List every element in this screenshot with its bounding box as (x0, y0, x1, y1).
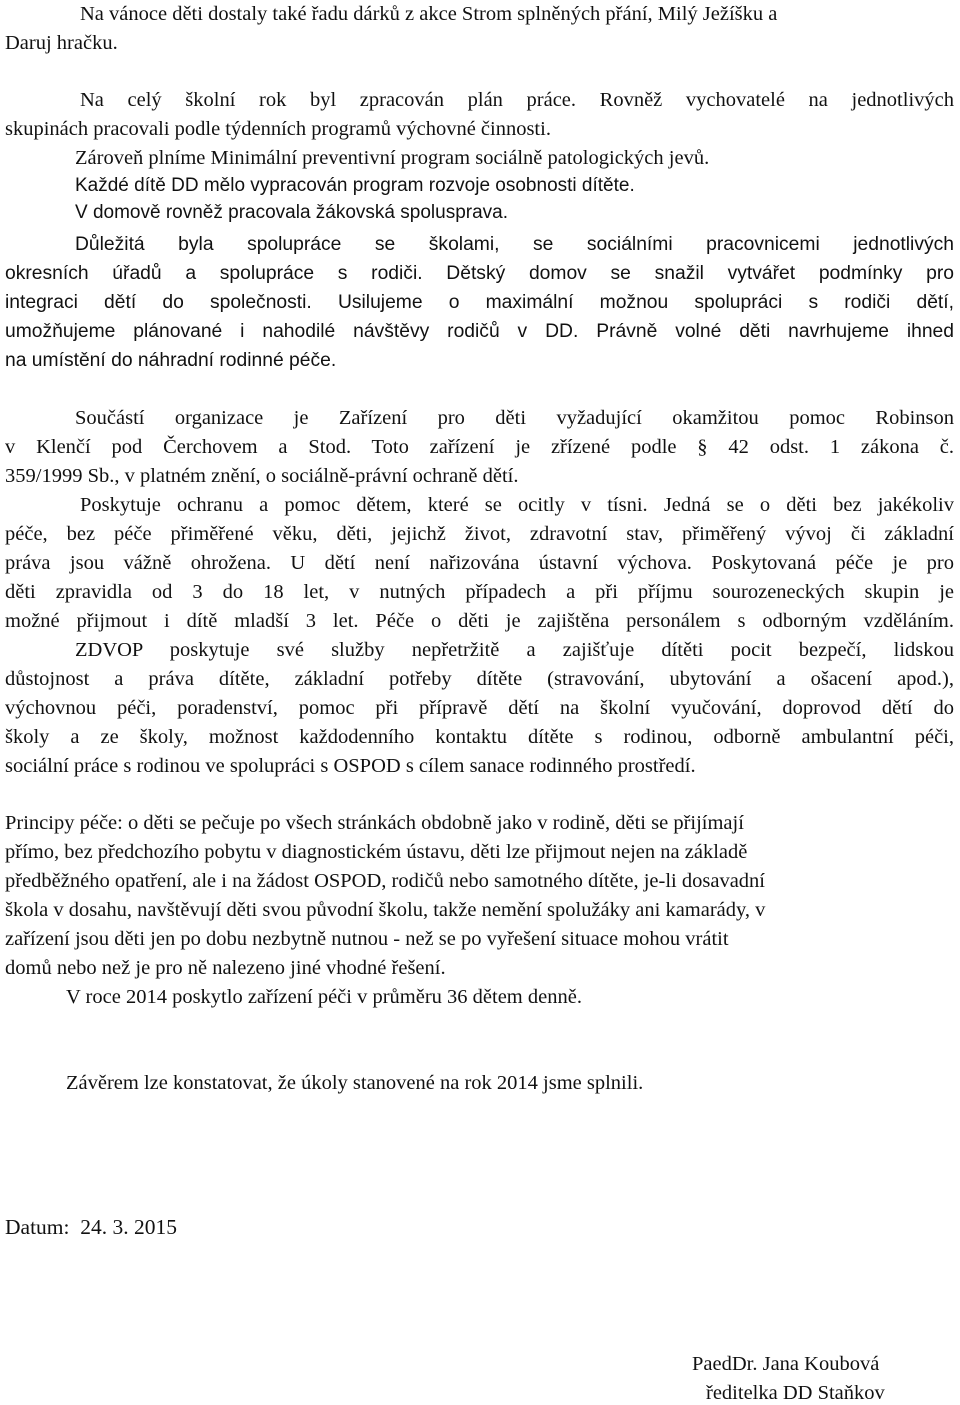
cooperation-line-2: okresních úřadů a spolupráce s rodiči. Dětský domov se snažil vytvářet podmínky pro (5, 263, 954, 284)
plan-line-5: V domově rovněž pracovala žákovská spolusprava. (75, 202, 509, 223)
intro-line-1: Na vánoce děti dostaly také řadu dárků z akce Strom splněných přání, Milý Ježíšku a (80, 3, 778, 25)
conclusion-text: Závěrem lze konstatovat, že úkoly stanovené na rok 2014 jsme splnili. (66, 1072, 644, 1094)
principles-line-4: škola v dosahu, navštěvují děti svou původní školu, takže nemění spolužáky ani kamarády, v (5, 899, 766, 921)
plan-line-4: Každé dítě DD mělo vypracován program rozvoje osobnosti dítěte. (75, 175, 635, 196)
principles-line-5: zařízení jsou děti jen po dobu nezbytně nutnou - než se po vyřešení situace mohou vrátit (5, 928, 729, 950)
cooperation-line-3: integraci dětí do společnosti. Usilujeme o maximální možnou spolupráci s rodiči dětí, (5, 292, 954, 313)
zdvop-line-3: výchovnou péči, poradenství, pomoc při přípravě dětí na školní vyučování, doprovod dětí do (5, 697, 954, 719)
principles-line-6: domů nebo než je pro ně nalezeno jiné vhodné řešení. (5, 957, 446, 979)
facility-line-5: péče, bez péče přiměřené věku, děti, jejichž život, zdravotní stav, přiměřený vývoj či základní (5, 523, 954, 545)
intro-line-2: Daruj hračku. (5, 32, 118, 54)
signature-name: PaedDr. Jana Koubová (692, 1353, 880, 1375)
plan-line-2: skupinách pracovali podle týdenních programů výchovné činnosti. (5, 118, 551, 140)
plan-line-1: Na celý školní rok byl zpracován plán práce. Rovněž vychovatelé na jednotlivých (80, 89, 954, 111)
facility-line-4: Poskytuje ochranu a pomoc dětem, které se ocitly v tísni. Jedná se o děti bez jakékoliv (80, 494, 954, 516)
zdvop-line-5: sociální práce s rodinou ve spolupráci s OSPOD s cílem sanace rodinného prostředí. (5, 755, 696, 777)
signature-title: ředitelka DD Staňkov (706, 1382, 885, 1404)
facility-line-3: 359/1999 Sb., v platném znění, o sociálně-právní ochraně dětí. (5, 465, 519, 487)
zdvop-line-4: školy a ze školy, možnost každodenního kontaktu dítěte s rodinou, odborně ambulantní péči, (5, 726, 954, 748)
facility-line-8: možné přijmout i dítě mladší 3 let. Péče o děti je zajištěna personálem s odborným vzděláním. (5, 610, 954, 632)
facility-line-1: Součástí organizace je Zařízení pro děti vyžadující okamžitou pomoc Robinson (75, 407, 954, 429)
facility-line-2: v Klenčí pod Čerchovem a Stod. Toto zařízení je zřízené podle § 42 odst. 1 zákona č. (5, 436, 954, 458)
principles-line-3: předběžného opatření, ale i na žádost OSPOD, rodičů nebo samotného dítěte, je-li dosavadní (5, 870, 765, 892)
zdvop-line-2: důstojnost a práva dítěte, základní potřeby dítěte (stravování, ubytování a ošacení apod.), (5, 668, 954, 690)
cooperation-line-5: na umístění do náhradní rodinné péče. (5, 350, 337, 371)
facility-line-6: práva jsou vážně ohrožena. U dětí není nařizována ústavní výchova. Poskytovaná péče je pro (5, 552, 954, 574)
plan-line-3: Zároveň plníme Minimální preventivní program sociálně patologických jevů. (75, 147, 710, 169)
cooperation-line-4: umožňujeme plánované i nahodilé návštěvy rodičů v DD. Právně volné děti navrhujeme ihned (5, 321, 954, 342)
zdvop-line-1: ZDVOP poskytuje své služby nepřetržitě a zajišťuje dítěti pocit bezpečí, lidskou (75, 639, 954, 661)
cooperation-line-1: Důležitá byla spolupráce se školami, se sociálními pracovnicemi jednotlivých (75, 234, 954, 255)
principles-line-7: V roce 2014 poskytlo zařízení péči v průměru 36 dětem denně. (66, 986, 582, 1008)
principles-line-1: Principy péče: o děti se pečuje po všech stránkách obdobně jako v rodině, děti se přijímají (5, 812, 744, 834)
facility-line-7: děti zpravidla od 3 do 18 let, v nutných případech a při příjmu sourozeneckých skupin je (5, 581, 954, 603)
principles-line-2: přímo, bez předchozího pobytu v diagnostickém ústavu, děti lze přijmout nejen na základě (5, 841, 748, 863)
date-line: Datum: 24. 3. 2015 (5, 1215, 177, 1239)
